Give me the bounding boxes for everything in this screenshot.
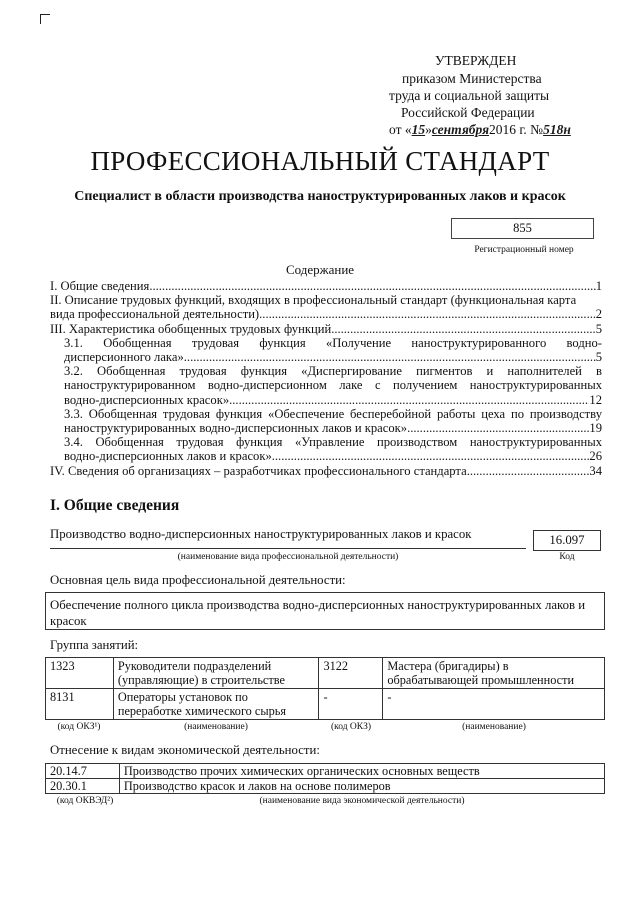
okz-code: 1323: [46, 658, 114, 689]
econ-caption: (код ОКВЭД²): [56, 796, 114, 806]
activity-underline: [50, 548, 526, 549]
date-month: сентября: [431, 122, 490, 137]
group-caption: (код ОКЗ): [330, 722, 372, 732]
toc-item-line: 3.3. Обобщенная трудовая функция «Обеспечение бесперебойной работы цеха по производству: [64, 406, 602, 421]
section-heading: I. Общие сведения: [50, 497, 180, 514]
date-year: 2016 г. №: [489, 122, 544, 137]
occupation-group-table: [45, 657, 605, 720]
toc-item[interactable]: вида профессиональной деятельности) ..... 2: [50, 307, 602, 321]
page-title: ПРОФЕССИОНАЛЬНЫЙ СТАНДАРТ: [90, 146, 550, 176]
date-day: 15: [411, 122, 426, 137]
order-number: 518н: [543, 122, 571, 137]
approval-line3: Российской Федерации: [401, 105, 535, 120]
activity-caption: (наименование вида профессиональной деятельности): [177, 552, 399, 562]
toc-item-line: наноструктурированном водно-дисперсионном лаке с получением наноструктурированных: [64, 378, 602, 393]
economic-activity-table: [45, 763, 605, 794]
toc-item[interactable]: IV. Сведения об организациях – разработчиках профессионального стандарта ..... 34: [50, 464, 602, 478]
toc-item-line: 3.4. Обобщенная трудовая функция «Управление производством наноструктурированных: [64, 435, 602, 450]
okz-name: -: [383, 689, 605, 720]
code-caption: Код: [559, 552, 575, 562]
goal-text: Обеспечение полного цикла производства водно-дисперсионных наноструктурированных лаков и красок: [45, 592, 605, 630]
okved-name: Производство прочих химических органических основных веществ: [119, 764, 604, 779]
okved-name: Производство красок и лаков на основе полимеров: [119, 779, 604, 794]
corner-mark: [40, 14, 50, 24]
toc-item[interactable]: III. Характеристика обобщенных трудовых функций ..... 5: [50, 322, 602, 336]
goal-label: Основная цель вида профессиональной деятельности:: [50, 573, 346, 587]
okz-code: -: [319, 689, 383, 720]
okz-code: 8131: [46, 689, 114, 720]
table-row: [46, 658, 605, 689]
okz-name: Мастера (бригадиры) в обрабатывающей промышленности: [383, 658, 605, 689]
table-row: [46, 689, 605, 720]
toc-item[interactable]: наноструктурированных водно-дисперсионных лаков и красок» ..... 19: [64, 421, 602, 435]
approval-date: [389, 122, 571, 139]
date-mid: »: [425, 122, 432, 137]
toc-item[interactable]: водно-дисперсионных лаков и красок» ..... 26: [64, 449, 602, 463]
okz-code: 3122: [319, 658, 383, 689]
okz-name: Операторы установок по переработке химического сырья: [113, 689, 319, 720]
group-caption: (код ОКЗ¹): [57, 722, 101, 732]
group-caption: (наименование): [462, 722, 526, 732]
okz-name: Руководители подразделений (управляющие) в строительстве: [113, 658, 319, 689]
registration-number: 855: [451, 218, 594, 239]
group-label: Группа занятий:: [50, 638, 139, 652]
activity-name: Производство водно-дисперсионных наноструктурированных лаков и красок: [50, 527, 472, 541]
toc-item-line: II. Описание трудовых функций, входящих в профессиональный стандарт (функциональная карта: [50, 293, 577, 308]
okved-code: 20.14.7: [46, 764, 120, 779]
approval-title: УТВЕРЖДЕН: [435, 53, 517, 68]
okved-code: 20.30.1: [46, 779, 120, 794]
approval-line2: труда и социальной защиты: [389, 88, 550, 103]
table-row: [46, 779, 605, 794]
toc-item[interactable]: водно-дисперсионных красок» ..... 12: [64, 393, 602, 407]
table-row: [46, 764, 605, 779]
registration-label: Регистрационный номер: [474, 245, 574, 255]
toc-item-line: 3.1. Обобщенная трудовая функция «Получение наноструктурированного водно-: [64, 335, 602, 350]
table-of-contents: [50, 279, 602, 478]
toc-item[interactable]: I. Общие сведения ..... 1: [50, 279, 602, 293]
toc-item[interactable]: дисперсионного лака» ..... 5: [64, 350, 602, 364]
page-subtitle: Специалист в области производства наноструктурированных лаков и красок: [74, 189, 566, 204]
econ-label: Отнесение к видам экономической деятельности:: [50, 743, 320, 757]
approval-line1: приказом Министерства: [402, 71, 542, 86]
date-prefix: от «: [389, 122, 412, 137]
toc-heading: Содержание: [285, 262, 355, 277]
group-caption: (наименование): [184, 722, 248, 732]
activity-code: 16.097: [533, 530, 601, 551]
econ-caption: (наименование вида экономической деятельности): [259, 796, 465, 806]
toc-item-line: 3.2. Обобщенная трудовая функция «Диспергирование пигментов и наполнителей в: [64, 364, 602, 379]
